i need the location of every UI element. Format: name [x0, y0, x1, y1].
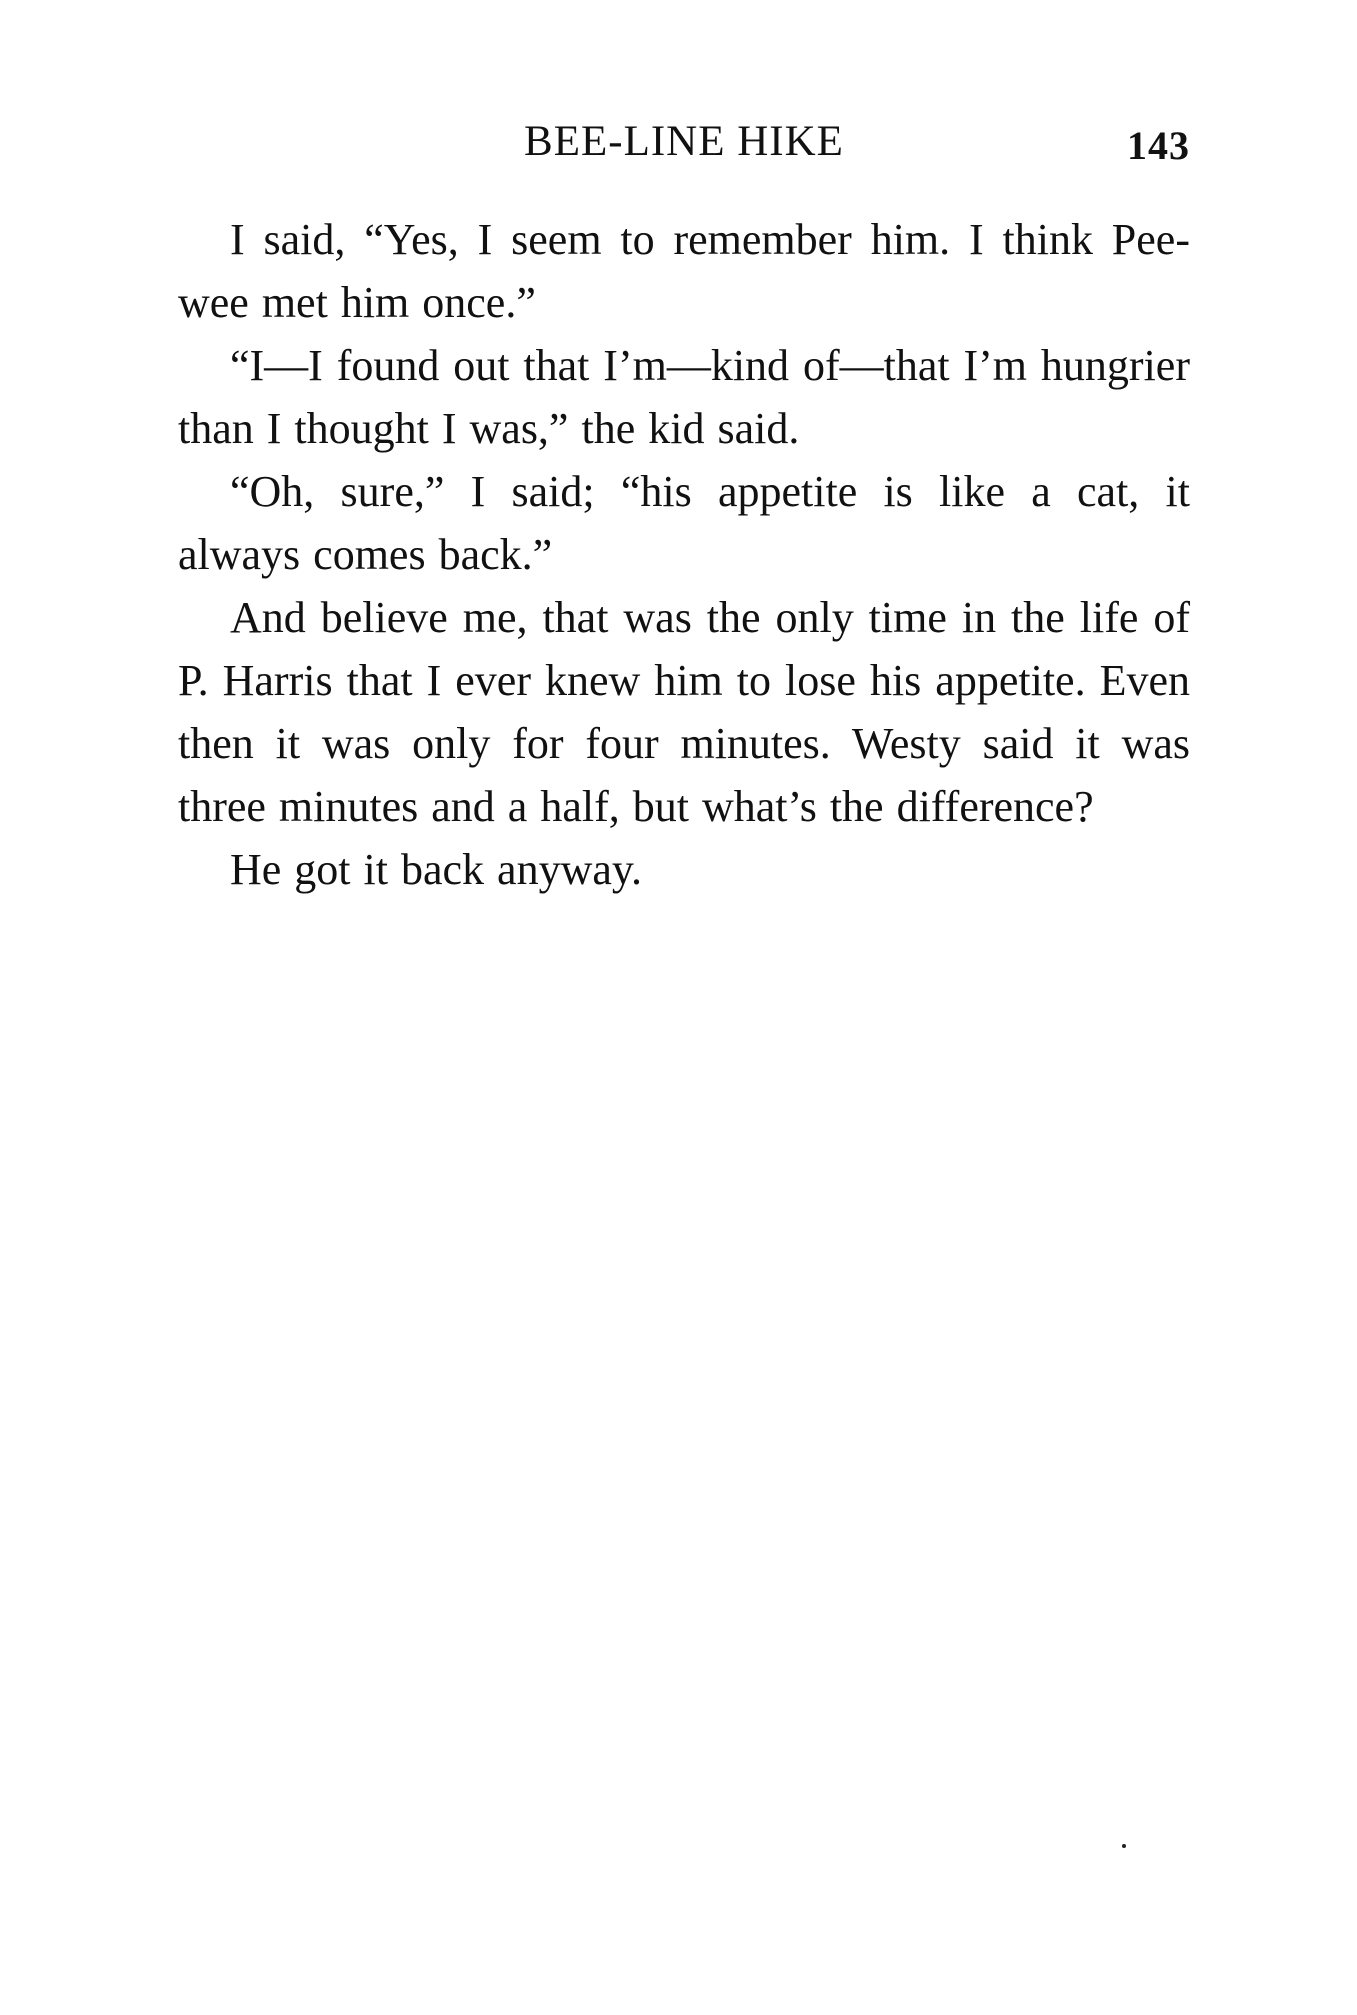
- ink-speck: [1122, 1844, 1126, 1848]
- chapter-title: BEE-LINE HIKE: [524, 118, 844, 165]
- body-text: [178, 208, 1190, 901]
- page-number: 143: [1127, 123, 1190, 168]
- running-head: [178, 112, 1190, 172]
- paragraph: And believe me, that was the only time in the life of P. Harris that I ever knew him to lose his appetite. Even then it was only for four minutes. Westy said it was three minutes and a half, but what’s the difference?: [178, 593, 1190, 831]
- paragraph: I said, “Yes, I seem to remember him. I think Pee-wee met him once.”: [178, 215, 1190, 327]
- paragraph: He got it back anyway.: [230, 845, 643, 894]
- paragraph: “I—I found out that I’m—kind of—that I’m hungrier than I thought I was,” the kid said.: [178, 341, 1190, 453]
- paragraph: “Oh, sure,” I said; “his appetite is like a cat, it always comes back.”: [178, 467, 1190, 579]
